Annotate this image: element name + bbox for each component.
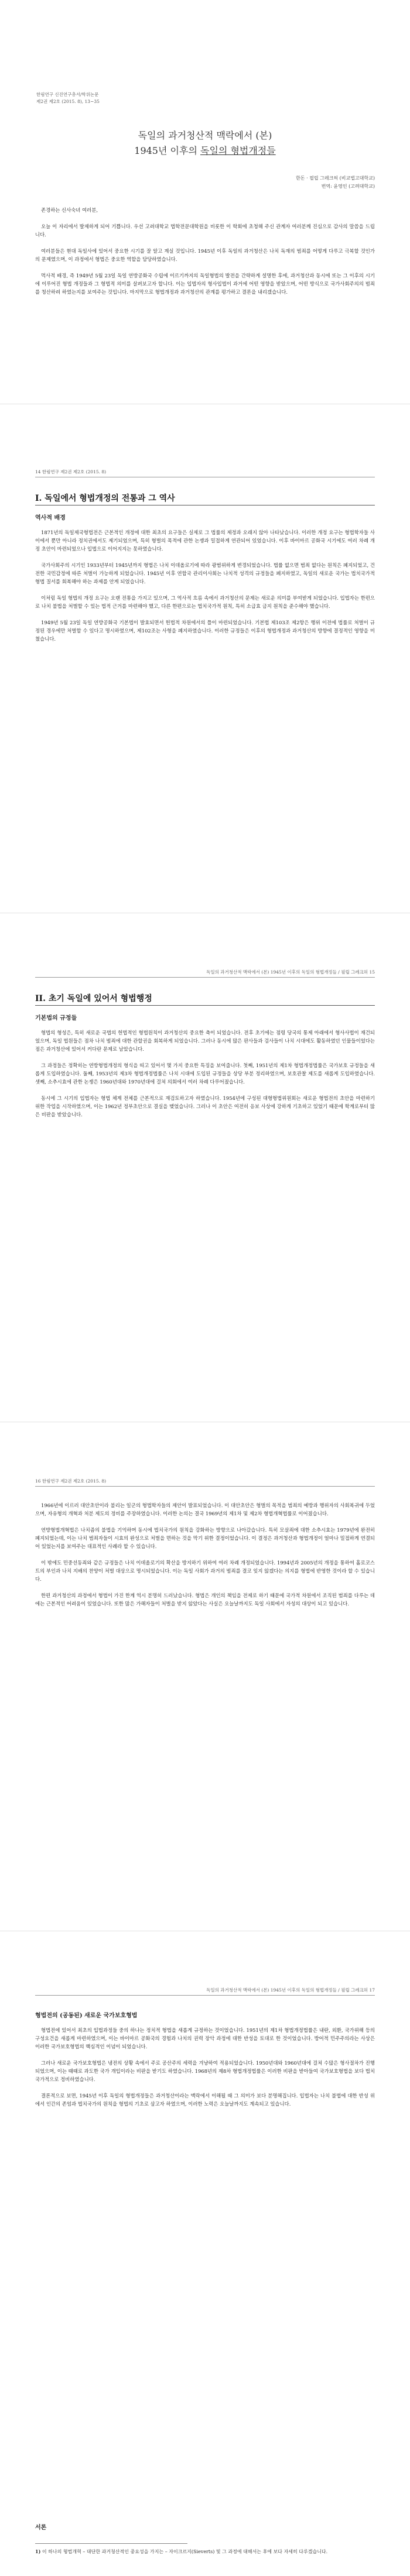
paragraph: 이처럼 독일 형법의 개정 요구는 오랜 전통을 가지고 있으며, 그 역사적 흐름 속에서 과거청산의 문제는 새로운 의미를 부여받게 되었습니다. 입법자는 한편으로 나치 불법을 처벌할 수 있는 법적 근거를 마련해야 했고, 다른 한편으로는 법치국가적 원칙, 특히 소급효 금지 원칙을 준수해야 했습니다. [35,595,375,609]
paragraph: 그 과정들은 정확히는 연방형법개정의 형식을 띠고 있어서 몇 가지 중요한 특징을 보여줍니다. 첫째, 1951년의 제1차 형법개정법률은 국가보호 규정들을 새롭게 도입하였습니다. 둘째, 1953년의 제3차 형법개정법률은 나치 시대에 도입된 규정들을 상당 부분 정리하였으며, 보호관찰 제도를 새롭게 도입하였습니다. 셋째, 소추시효에 관한 논쟁은 1960년대와 1970년대에 걸쳐 의회에서 여러 차례 다루어졌습니다. [35,1062,375,1085]
page-3 [0,913,410,1422]
footnote-rule [35,2543,187,2544]
article-title-line-1: 독일의 과거청산적 맥락에서 (본) [138,130,272,141]
page-4-body [35,1501,375,1608]
article-title-line-2 [0,143,410,157]
page-4 [0,1422,410,1931]
paragraph: 결론적으로 보면, 1945년 이후 독일의 형법개정들은 과거청산이라는 맥락에서 이해될 때 그 의미가 보다 분명해집니다. 입법자는 나치 불법에 대한 반성 위에서 인간의 존엄과 법치국가의 원칙을 형법의 기초로 삼고자 하였으며, 이러한 노력은 오늘날까지도 계속되고 있습니다. [35,2093,375,2107]
paragraph: 형법전에 있어서 최초의 입법과정들 중의 하나는 정치적 형법을 새롭게 규정하는 것이었습니다. 1951년의 제1차 형법개정법률은 내란, 외환, 국가위해 등의 구성요건을 새롭게 마련하였으며, 이는 바이마르 공화국의 경험과 나치의 권력 장악 과정에 대한 반성을 토대로 한 것이었습니다. 방어적 민주주의라는 사상은 이러한 국가보호형법의 핵심적인 이념이 되었습니다. [35,2027,375,2049]
title-prefix: 1945년 이후의 [134,145,200,156]
section-rule [35,1005,375,1006]
subsection-heading: 기본법의 규정들 [35,1015,77,1022]
section-heading: I. 독일에서 형법개정의 전통과 그 역사 [35,494,175,503]
paragraph: 존경하는 신사숙녀 여러분, [41,207,98,213]
paragraph: 한편 과거청산의 과정에서 형법이 가진 한계 역시 분명히 드러났습니다. 형법은 개인의 책임을 전제로 하기 때문에 국가적 차원에서 조직된 범죄를 다루는 데에는 근본적인 어려움이 있었습니다. 또한 많은 가해자들이 처벌을 받지 않았다는 사실은 오늘날까지도 독일 사회에서 자성의 대상이 되고 있습니다. [35,1593,375,1607]
page-5-body [35,2026,375,2108]
section-heading: II. 초기 독일에 있어서 형법행정 [35,994,152,1003]
author-block [296,174,375,191]
page-2 [0,404,410,913]
paragraph: 형법의 형성은, 특히 새로운 국법의 헌법적인 형법원칙이 과거청산의 중요한 축이 되었습니다. 전후 초기에는 점령 당국의 통제 아래에서 형사사법이 재건되었으며, 독일 법원들은 점차 나치 범죄에 대한 관할권을 회복하게 되었습니다. 그러나 동시에 많은 판사들과 검사들이 나치 시대에도 활동하였던 인물들이었다는 점은 과거청산에 있어서 커다란 문제로 남았습니다. [35,1030,375,1052]
page-2-body [35,528,375,643]
paragraph: 여러분들은 현대 독일사에 있어서 중요한 시기를 잘 알고 계실 것입니다. 1945년 이후 독일의 과거청산은 나치 독재의 범죄를 어떻게 다루고 극복할 것인가의 문제였으며, 이 과정에서 형법은 중요한 역할을 담당하였습니다. [35,248,375,262]
paragraph: 연방형법개혁법은 나치즘의 불법을 기억하며 동시에 법치국가의 원칙을 강화하는 방향으로 나아갔습니다. 특히 모살죄에 대한 소추시효는 1979년에 완전히 폐지되었는데, 이는 나치 범죄자들이 시효의 완성으로 처벌을 면하는 것을 막기 위한 결정이었습니다. 이 결정은 과거청산과 형법개정이 얼마나 밀접하게 연결되어 있었는지를 보여주는 대표적인 사례라 할 수 있습니다. [35,1527,375,1549]
author-line: 한돈 · 필립 그레크허 (비교법고대학교) [296,176,375,181]
footnote [35,2548,375,2556]
paragraph: 오늘 이 자리에서 발제하게 되어 기쁩니다. 우선 고려대학교 법학전문대학원을 비롯한 이 학회에 초청해 주신 관계자 여러분께 진심으로 감사의 말씀을 드립니다. [35,223,375,238]
running-head: 독일의 과거청산적 맥락에서 (본) 1945년 이후의 독일의 형법개정들 / 필립 그레크허 17 [206,1987,375,1993]
subsection-heading: 역사적 배경 [35,515,66,521]
page-5 [0,1931,410,2576]
running-head: 14 한림연구 제2권 제2호 (2015. 8) [35,469,107,474]
footnote-text: 이 하나의 형법개혁 – 대단한 과거청산적인 중요성을 가지는 – 자이크르지(Sieverts) 및 그 과정에 대해서는 후에 보다 자세히 다루겠습니다. [42,2549,328,2554]
running-head: 독일의 과거청산적 맥락에서 (본) 1945년 이후의 독일의 형법개정들 / 필립 그레크허 15 [206,969,375,975]
journal-issue: 제2권 제2호 (2015. 8), 13~35 [36,99,100,104]
translator-line: 번역: 윤영인 (고려대학교) [321,184,375,189]
subsection-heading: 형법전의 (공동된) 새로운 국가보호형법 [35,2013,138,2019]
page-3-body [35,1029,375,1119]
paragraph: 동시에 그 시기의 입법자는 형법 체계 전체를 근본적으로 재검토하고자 하였습니다. 1954년에 구성된 대형형법위원회는 새로운 형법전의 초안을 마련하기 위한 작업을 시작하였으며, 이는 1962년 정부초안으로 결실을 맺었습니다. 그러나 이 초안은 여전히 응보 사상에 강하게 기초하고 있었기 때문에 학계로부터 많은 비판을 받았습니다. [35,1095,375,1117]
paragraph: 국가사회주의 시기인 1933년부터 1945년까지 형법은 나치 이데올로기에 따라 광범위하게 변경되었습니다. 법률 없으면 범죄 없다는 원칙은 폐지되었고, 건전한 국민감정에 따른 처벌이 가능하게 되었습니다. 1945년 이후 연합국 관리이사회는 나치적 성격의 규정들을 폐지하였고, 독일의 새로운 국가는 법치국가적 형법 질서를 회복해야 하는 과제를 안게 되었습니다. [35,562,375,584]
paragraph: 1949년 5월 23일 독일 연방공화국 기본법이 발효되면서 헌법적 차원에서의 틀이 마련되었습니다. 기본법 제103조 제2항은 행위 이전에 법률로 처벌이 규정된 경우에만 처벌할 수 있다고 명시하였으며, 제102조는 사형을 폐지하였습니다. 이러한 규정들은 이후의 형법개정과 과거청산의 방향에 결정적인 영향을 미쳤습니다. [35,620,375,642]
title-underlined: 독일의 형법개정들 [200,145,276,156]
running-head: 16 한림연구 제2권 제2호 (2015. 8) [35,1478,107,1484]
paragraph: 이 밖에도 민중선동죄와 같은 규정들은 나치 이데올로기의 확산을 방지하기 위하여 여러 차례 개정되었습니다. 1994년과 2005년의 개정을 통하여 홀로코스트의 부인과 나치 지배의 찬양이 처벌 대상으로 명시되었습니다. 이는 독일 사회가 과거의 범죄를 결코 잊지 않겠다는 의지를 형법에 반영한 것이라 할 수 있습니다. [35,1560,375,1582]
paragraph: 1966년에 이르러 대안초안이라 불리는 일군의 형법학자들의 제안이 발표되었습니다. 이 대안초안은 형벌의 목적을 범죄의 예방과 행위자의 사회복귀에 두었으며, 자유형의 개혁과 처분 제도의 정비를 주장하였습니다. 이러한 논의는 결국 1969년의 제1차 및 제2차 형법개혁법률로 이어졌습니다. [35,1502,375,1516]
paragraph: 1871년의 독일제국형법전은 근본적인 개정에 대한 최초의 요구들은 실제로 그 법률의 제정과 오래지 않아 나타났습니다. 이러한 개정 요구는 형법학자들 사이에서 뿐만 아니라 정치권에서도 제기되었으며, 특히 형벌의 목적에 관한 논쟁과 밀접하게 연관되어 있었습니다. 이후 바이마르 공화국 시기에도 여러 차례 개정 초안이 마련되었으나 입법으로 이어지지는 못하였습니다. [35,529,375,552]
page-1-body [35,206,375,296]
closing-heading: 서론 [35,2525,47,2531]
footnote-mark: 1) [35,2549,41,2554]
journal-series: 한림연구 신진연구총서/학위논문 [36,92,99,97]
page-1 [0,0,410,404]
running-head-rule [35,1995,375,1996]
journal-meta [36,91,100,105]
running-head-rule [35,1486,375,1487]
running-head-rule [35,977,375,978]
paragraph: 먹사적 배경, 즉 1949년 5월 23일 독일 연방공화국 수립에 이르기까지의 독일형법의 발전을 간략하게 설명한 후에, 과거청산과 동시에 또는 그 이후의 시기에 이루어진 형법 개정들과 그 형법적 의미를 살펴보고자 합니다. 이는 입법자의 형사입법이 과거에 어떤 영향을 받았으며, 어떤 방식으로 국가사회주의의 범죄를 청산하려 하였는지를 보여주는 것입니다. 마지막으로 형법개정과 과거청산의 관계를 평가하고 결론을 내리겠습니다. [35,273,375,295]
paragraph: 그러나 새로운 국가보호형법은 냉전의 상황 속에서 주로 공산주의 세력을 겨냥하여 적용되었습니다. 1950년대와 1960년대에 걸쳐 수많은 형사절차가 진행되었으며, 이는 때때로 과도한 국가 개입이라는 비판을 받기도 하였습니다. 1968년의 제8차 형법개정법률은 이러한 비판을 받아들여 국가보호형법을 보다 법치국가적으로 정비하였습니다. [35,2060,375,2082]
